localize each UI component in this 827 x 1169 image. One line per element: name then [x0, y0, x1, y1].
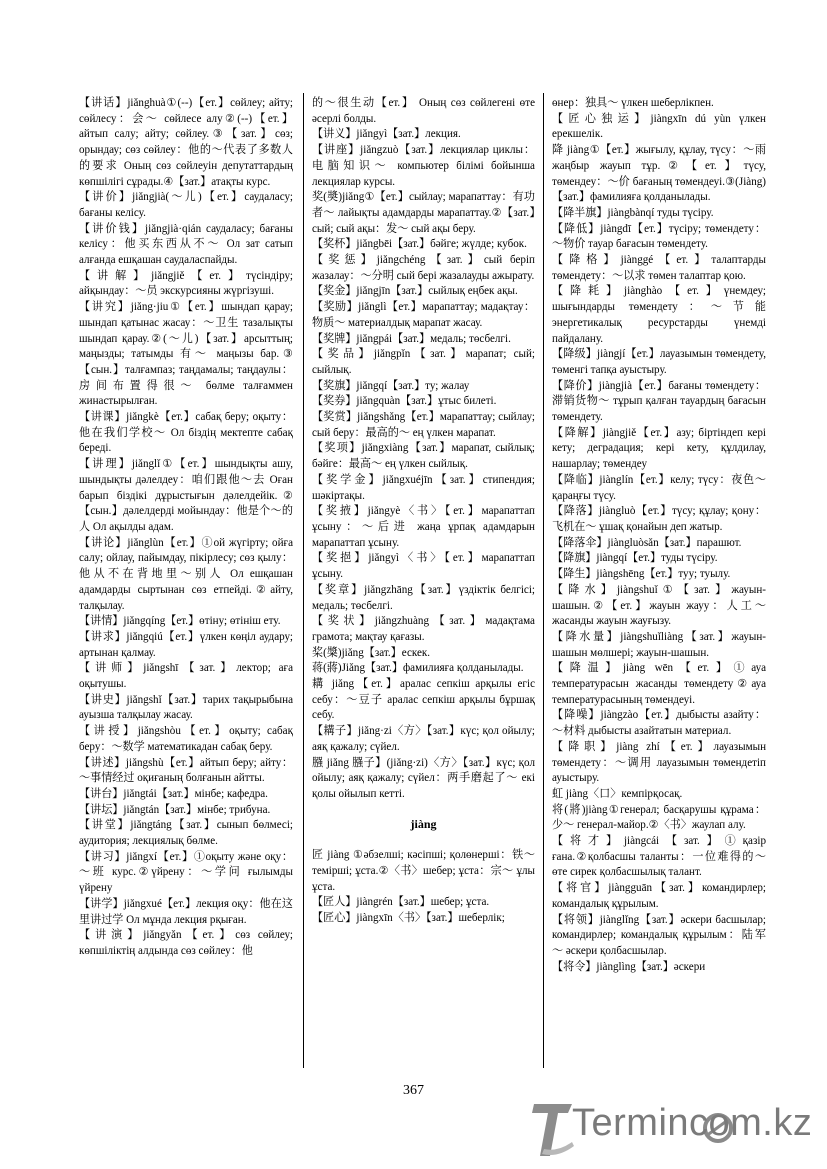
- dictionary-entry: 【讲学】jiǎngxué【ет.】лекция оқу：他在这里讲过学 Ол мұнда лекция рқыған.: [79, 897, 293, 926]
- column-divider-right: [543, 93, 544, 1068]
- dictionary-entry: 【讲价】jiǎngjià(～儿)【ет.】саудаласу; бағаны келісу.: [79, 191, 293, 219]
- dictionary-entry: 奖(奬)jiǎng①【ет.】сыйлау; марапаттау：有功者～ лайықты адамдарды марапаттау.②【зат.】сый; сый ақы：发～ сый ақы беру.: [312, 191, 535, 235]
- dictionary-entry: 【奖学金】jiǎngxuéjīn【зат.】стипендия; шәкіртақы.: [312, 473, 535, 502]
- dictionary-entry: 【降耗】jiànghào【ет.】үнемдеу; шығындарды төмендету：～节能 энергетикалық ресурстарды үнемді пайдалану.: [552, 285, 766, 345]
- column-divider-left: [303, 93, 304, 1068]
- dictionary-entry: 【奖掖】jiǎngyè〈书〉【ет.】марапаттап ұсыну：～后进 жаңа ұрпақ адамдарын марапаттап ұсыну.: [312, 505, 535, 549]
- dictionary-column-3: [552, 96, 766, 1070]
- dictionary-entry: 【降级】jiàngjí【ет.】лауазымын төмендету, төменгі тапқа ауыстыру.: [552, 348, 766, 376]
- dictionary-entry: 【降温】jiàng wēn【ет.】①ауа температурасын жасанды төмендету②ауа температурасының төмендеуі.: [552, 662, 766, 706]
- dictionary-entry: 【耩子】jiǎng·zi〈方〉【зат.】күс; қол ойылу; аяқ қажалу; сүйел.: [312, 725, 535, 753]
- dictionary-entry: 【讲史】jiǎngshǐ【зат.】тарих тақырыбына ауызша талқылау жасау.: [79, 693, 293, 722]
- section-heading: jiàng: [410, 816, 437, 831]
- dictionary-entry: 【讲述】jiǎngshù【ет.】айтып беру; айту：～事情经过 оқиғаның болғанын айтты.: [79, 756, 293, 785]
- logo-text: Termincom.kz: [572, 1102, 813, 1144]
- dictionary-entry: 【降旗】jiàngqí【ет.】туды түсіру.: [552, 552, 718, 565]
- termincom-logo: [528, 1096, 818, 1160]
- dictionary-entry: 【奖状】jiǎngzhuàng【зат.】мадақтама грамота; мақтау қағазы.: [312, 615, 535, 643]
- dictionary-entry: 【降低】jiàngdī【ет.】түсіру; төмендету：～物价 тауар бағасын төмендету.: [552, 222, 766, 251]
- dictionary-entry: 【降落伞】jiàngluòsǎn【зат.】парашют.: [552, 536, 742, 549]
- dictionary-entry: 【讲解】jiǎngjiě【ет.】түсіндіру; айқындау：～员 экскурсияны жүргізуші.: [79, 269, 293, 298]
- dictionary-entry: 【奖杯】jiǎngbēi【зат.】бәйге; жүлде; кубок.: [312, 238, 527, 251]
- dictionary-entry: 【讲义】jiǎngyì【зат.】лекция.: [312, 128, 461, 141]
- dictionary-entry: 【讲堂】jiǎngtáng【зат.】сынып бөлмесі; аудитория; лекциялық бөлме.: [79, 819, 293, 848]
- dictionary-entry: 【降格】jiànggé【ет.】талаптарды төмендету：～以求 төмен талаптар қою.: [552, 254, 766, 282]
- dictionary-entry: 【降生】jiàngshēng【ет.】туу; туылу.: [552, 568, 731, 581]
- dictionary-entry: 【讲究】jiǎng·jiu①【ет.】шындап қарау; шындап қатынас жасау：～卫生 тазалықты шындап қарау.②(～儿)【зат.】арсыттың; маңызды; татымды 有～ маңызы бар.③【сын.】талғампаз; таңдамалы; таңдаулы：房间布置得很～ бөлме талғаммен жинастырылған.: [79, 301, 293, 408]
- dictionary-entry: 【奖赏】jiǎngshǎng【ет.】марапаттау; сыйлау; сый беру：最高的～ ең үлкен марапат.: [312, 411, 535, 439]
- dictionary-entry: 【讲演】jiǎngyǎn【ет.】сөз сөйлеу; көпшіліктің алдында сөз сөйлеу：他: [79, 929, 293, 957]
- dictionary-entry: 【讲师】jiǎngshī【зат.】лектор; аға оқытушы.: [79, 662, 293, 691]
- dictionary-entry: 【讲台】jiǎngtái【зат.】мінбе; кафедра.: [79, 787, 268, 800]
- dictionary-entry: 匠 jiàng ①әбзелші; кәсіпші; қолөнерші：铁～ темірші; ұста.②〈书〉шебер; ұста：宗～ ұлы ұста.: [312, 849, 535, 893]
- dictionary-column-2: [312, 96, 535, 1070]
- dictionary-entry: 【降落】jiàngluò【ет.】түсу; құлау; қону：飞机在～ ұшақ қонайын деп жатыр.: [552, 505, 766, 533]
- dictionary-entry: 将(將)jiàng①генерал; басқарушы құрама：少～ генерал-майор.②〈书〉жаулап алу.: [552, 803, 766, 832]
- dictionary-entry: 【降噪】jiàngzào【ет.】дыбысты азайту：～材料 дыбысты азайтатын материал.: [552, 709, 766, 738]
- dictionary-entry: 蒋(蔣)Jiǎng【зат.】фамилияға қолданылады.: [312, 662, 524, 675]
- dictionary-entry: 【讲话】jiǎnghuà①(--)【ет.】сөйлеу; айту; сөйлесу：会～ сөйлесе алу②(--)【ет.】айтып салу; айту; сөйлеу.③【зат.】сөз; орындау; сөз сөйлеу：他的～代表了多数人的要求 Оның сөз сөйлеуін депутаттардың көпшілігі сұрады.④【зат.】атақты курс.: [79, 97, 293, 188]
- dictionary-entry: 【匠心】jiàngxīn〈书〉【зат.】шеберлік;: [312, 912, 505, 925]
- dictionary-entry: 【奖项】jiǎngxiàng【зат.】марапат, сыйлық; бәйге：最高～ ең үлкен сыйлық.: [312, 442, 535, 471]
- dictionary-entry: 【降半旗】jiàngbànqí туды түсіру.: [552, 206, 714, 219]
- dictionary-entry: 虹 jiàng〈口〉кемпірқосақ.: [552, 787, 683, 800]
- dictionary-entry: 【讲情】jiǎngqíng【ет.】өтіну; өтініш ету.: [79, 615, 281, 628]
- dictionary-entry: 【讲价钱】jiǎngjià·qián саудаласу; бағаны келісу：他买东西从不～ Ол зат сатып алғанда ешқашан саудаласпайды.: [79, 222, 293, 267]
- dictionary-entry: 的～很生动【ет.】 Оның сөз сөйлегені өте әсерлі болды.: [312, 97, 535, 125]
- dictionary-entry: 【降水量】jiàngshuǐliàng【зат.】жауын-шашын мөлшері; жауын-шашын.: [552, 630, 766, 659]
- dictionary-entry: 【奖券】jiǎngquàn【зат.】ұтыс билеті.: [312, 395, 497, 408]
- dictionary-entry: 【讲求】jiǎngqiú【ет.】үлкен көңіл аудару; артынан қалмау.: [79, 630, 293, 659]
- dictionary-entry: 【降临】jiànglín【ет.】келу; түсу：夜色～ қараңғы түсу.: [552, 473, 766, 502]
- dictionary-column-1: [79, 96, 293, 1070]
- dictionary-entry: 【降解】jiàngjiě【ет.】азу; біртіндеп кері кету; деградация; кері кету, құлдилау, нашарлау; төмендеу: [552, 426, 766, 471]
- dictionary-entry: 【降水】jiàngshuǐ①【зат.】жауын-шашын.②【ет.】жауын жауу：人工～ жасанды жауын жауғызу.: [552, 583, 766, 628]
- dictionary-entry: 膙 jiǎng 膙子】(jiǎng·zi)〈方〉【зат.】күс; қол ойылу; аяқ қажалу; сүйел：两手磨起了～ екі қолы ойылып кетті.: [312, 756, 535, 800]
- dictionary-entry: 【讲课】jiǎngkè【ет.】сабақ беру; оқыту：他在我们学校～ Ол біздің мектепте сабақ береді.: [79, 411, 293, 455]
- dictionary-entry: 【奖牌】jiǎngpái【зат.】медаль; төсбелгі.: [312, 332, 511, 345]
- dictionary-entry: 【匠心独运】jiàngxīn dú yùn үлкен ерекшелік.: [552, 112, 766, 141]
- dictionary-entry: 【匠人】jiàngrén【зат.】шебер; ұста.: [312, 896, 490, 909]
- dictionary-entry: 【奖旗】jiǎngqí【зат.】ту; жалау: [312, 379, 470, 392]
- dictionary-entry: өнер：独具～ үлкен шеберлікпен.: [552, 97, 714, 109]
- dictionary-entry: 【将令】jiànglìng【зат.】әскери: [552, 960, 706, 973]
- dictionary-entry: 【讲授】jiǎngshòu【ет.】оқыту; сабақ беру：～数学 математикадан сабақ беру.: [79, 725, 293, 753]
- dictionary-entry: 降 jiàng①【ет.】жығылу, құлау, түсу：～雨 жаңбыр жауып тұр.②【ет.】түсу, төмендеу：～价 бағаның төмендеуі.③(Jiàng)【зат.】фамилияға қолданылады.: [552, 144, 766, 204]
- dictionary-entry: 【将领】jiànglǐng【зат.】әскери басшылар; командирлер; командалық құрылым：陆军～ әскери қолбасшылар.: [552, 913, 766, 957]
- dictionary-entry: 【讲论】jiǎnglùn【ет.】①ой жүгірту; ойға салу; ойлау, пайымдау, пікірлесу; сөз қылу：他从不在背地里～别人 Ол ешқашан адамдарды сыртынан сөз етпейді.②айту, талқылау.: [79, 536, 293, 612]
- dictionary-entry: 【讲习】jiǎngxí【ет.】①оқыту және оқу：～班 курс.②үйрену：～学问 ғылымды үйрену: [79, 850, 293, 895]
- dictionary-entry: 【降价】jiàngjià【ет.】бағаны төмендету：滞销货物～ тұрып қалған тауардың бағасын төмендету.: [552, 379, 766, 424]
- dictionary-entry: 【讲坛】jiǎngtán【зат.】мінбе; трибуна.: [79, 803, 271, 816]
- dictionary-entry: 【奖章】jiǎngzhāng【зат.】үздіктік белгісі; медаль; төсбелгі.: [312, 583, 535, 612]
- dictionary-entry: 【讲座】jiǎngzuò【зат.】лекциялар циклы：电脑知识～ компьютер білімі бойынша лекциялар курсы.: [312, 144, 535, 188]
- dictionary-entry: 【将才】jiàngcái【зат.】①қазір ғана.②қолбасшы таланты：一位难得的～ өте сирек қолбасшылық талант.: [552, 835, 766, 879]
- dictionary-entry: 【将官】jiàngguān【зат.】командирлер; командалық құрылым.: [552, 882, 766, 910]
- dictionary-entry: 【奖惩】jiǎngchéng【зат.】сый беріп жазалау：～分明 сый бері жазалауды ажырату.: [312, 254, 535, 282]
- dictionary-entry: 【奖品】jiǎngpǐn【зат.】марапат; сый; сыйлық.: [312, 348, 535, 376]
- dictionary-entry: 【奖挹】jiǎngyì〈书〉【ет.】марапаттап ұсыну.: [312, 552, 535, 581]
- dictionary-entry: 【奖金】jiǎngjīn【зат.】сыйлық еңбек ақы.: [312, 285, 518, 298]
- dictionary-entry: 【降职】jiàng zhí【ет.】лауазымын төмендету：～调用 лауазымын төмендетіп ауыстыру.: [552, 740, 766, 785]
- dictionary-entry: 桨(槳)jiǎng【зат.】ескек.: [312, 646, 431, 659]
- page-number: 367: [403, 1083, 424, 1098]
- dictionary-entry: 耩 jiǎng【ет.】аралас сепкіш арқылы егіс себу：～豆子 аралас сепкіш арқылы бұршақ себу.: [312, 678, 535, 722]
- dictionary-entry: 【奖励】jiǎnglì【ет.】марапаттау; мадақтау：物质～ материалдық марапат жасау.: [312, 301, 535, 329]
- dictionary-entry: 【讲理】jiǎnglǐ①【ет.】шындықты ашу, шындықты дәлелдеу：咱们跟他～去 Оған барып біздікі дұрыстығын дәлелдейік.②【сын.】дәлелдерді мойындау：他是个～的人 Ол ақылды адам.: [79, 458, 293, 533]
